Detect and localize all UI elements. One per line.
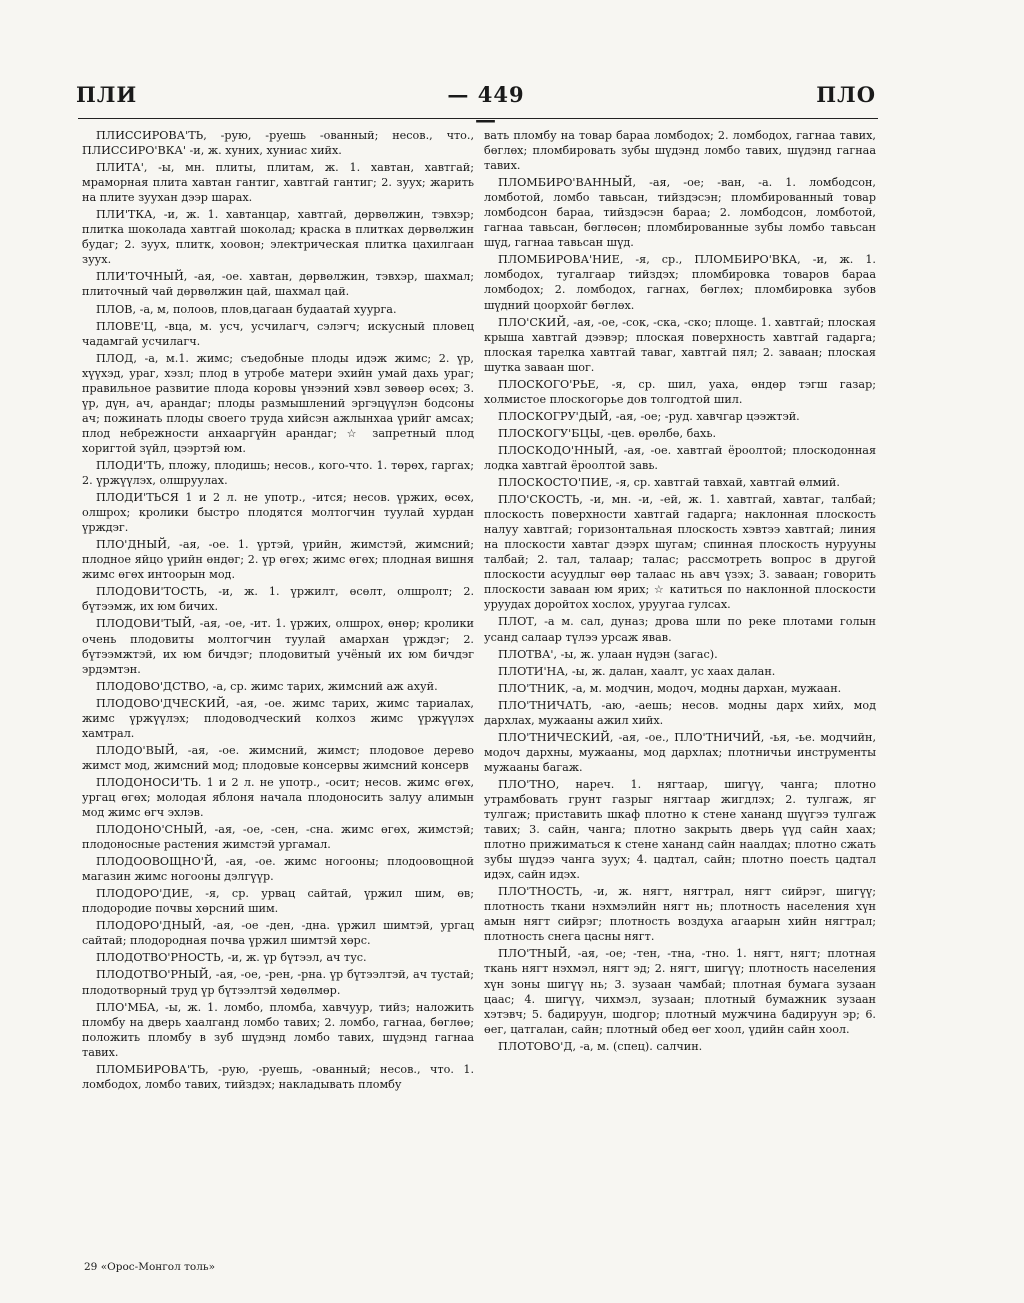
- dictionary-entry: ПЛО'ТНОСТЬ, -и, ж. нягт, нягтрал, нягт сийрэг, шигүү; плотность ткани нэхмэлийн нягт нь; плотность населения хүн амын нягт сийрэг; плотность воздуха агаарын хийн нягтрал; плотность снега цасны нягт.: [484, 885, 876, 944]
- left-column: [82, 128, 474, 1253]
- dictionary-entry: ПЛОДОТВО'РНОСТЬ, -и, ж. үр бүтээл, ач тус.: [96, 951, 367, 965]
- dictionary-entry: ПЛО'ТНИЧАТЬ, -аю, -аешь; несов. модны дарх хийх, мод дархлах, мужааны ажил хийх.: [484, 698, 876, 727]
- dictionary-entry: ПЛОДОРО'ДИЕ, -я, ср. урвац сайтай, үржил шим, өв; плодородие почвы хөрсний шим.: [82, 887, 474, 916]
- dictionary-entry: ПЛОДИ'ТЬ, пложу, плодишь; несов., кого-что. 1. төрөх, гаргах; 2. үржүүлэх, олшруулах.: [82, 458, 474, 488]
- dictionary-entry: ПЛОВЕ'Ц, -вца, м. усч, усчилагч, сэлэгч; искусный пловец чадамгай усчилагч.: [82, 319, 474, 348]
- dictionary-entry: ПЛОДОРО'ДНЫЙ, -ая, -ое -ден, -дна. үржил шимтэй, ургац сайтай; плодородная почва үржил шимтэй хөрс.: [82, 919, 474, 948]
- dictionary-entry: ПЛОТИ'НА, -ы, ж. далан, хаалт, ус хаах далан.: [498, 664, 776, 678]
- dictionary-entry: ПЛОСКОДО'ННЫЙ, -ая, -ое. хавтгай ёроолтой; плоскодонная лодка хавтгай ёроолтой завь.: [484, 443, 876, 472]
- dictionary-entry: ПЛО'ТНИК, -а, м. модчин, модоч, модны дархан, мужаан.: [498, 681, 842, 695]
- dictionary-entry: ПЛО'ТНО, нареч. 1. нягтаар, шигүү, чанга; плотно утрамбовать грунт газрыг нягтаар жигдлэх; 2. тулгаж, яг тулгаж; приставить шкаф плотно к стене хананд шүүгээ тулгаж тавих; 3. сайн, чанга; плотно закрыть дверь үүд сайн хаах; плотно прижиматься к стене хананд сайн наалдах; плотно сжать зубы шүдээ чанга зуух; 4. цадтал, сайн; плотно поесть цадтал идэх, сайн идэх.: [484, 777, 876, 882]
- dictionary-entry: ПЛОДОНОСИ'ТЬ. 1 и 2 л. не употр., -осит; несов. жимс өгөх, ургац өгөх; молодая яблоня начала плодоносить залуу алимын мод жимс өгч эхлэв.: [82, 775, 474, 820]
- right-column: [484, 128, 876, 1253]
- dictionary-entry: ПЛОДОВО'ДЧЕСКИЙ, -ая, -ое. жимс тарих, жимс тариалах, жимс үржүүлэх; плодоводческий колхоз жимс үржүүлэх хамтрал.: [82, 696, 474, 740]
- dictionary-entry: ПЛОДООВОЩНО'Й, -ая, -ое. жимс ногооны; плодоовощной магазин жимс ногооны дэлгүүр.: [82, 855, 474, 884]
- dictionary-entry: ПЛОДОВИ'ТЫЙ, -ая, -ое, -ит. 1. үржих, олшрох, өнөр; кролики очень плодовиты молтогчин туулай амархан үрждэг; 2. бүтээмжтэй, их юм бичдэг; плодовитый учёный их юм бичдэг эрдэмтэн.: [82, 617, 474, 676]
- dictionary-entry: ПЛИ'ТОЧНЫЙ, -ая, -ое. хавтан, дөрвөлжин, тэвхэр, шахмал; плиточный чай дөрвөлжин цай, шахмал цай.: [82, 270, 474, 299]
- header-rule: [78, 118, 878, 119]
- running-head-left: ПЛИ: [76, 82, 138, 107]
- dictionary-entry: ПЛОДОВИ'ТОСТЬ, -и, ж. 1. үржилт, өсөлт, олшролт; 2. бүтээмж, их юм бичих.: [82, 585, 474, 614]
- dictionary-entry: ПЛО'МБА, -ы, ж. 1. ломбо, пломба, хавчуур, тийз; наложить пломбу на дверь хаалганд ломбо тавих; 2. ломбо, гагнаа, бөглөө; положить пломбу в зуб шүдэнд ломбо тавих, шүдэнд гагнаа тавих.: [82, 1000, 474, 1059]
- dictionary-entry: ПЛОВ, -а, м, полоов, плов,цагаан будаатай хуурга.: [96, 302, 397, 316]
- dictionary-entry: ПЛОД, -а, м.1. жимс; съедобные плоды идэж жимс; 2. үр, хүүхэд, ураг, хэзл; плод в утробе матери эхийн умай дахь ураг; правильное развитие плода коровы үнээний хэвл зөвөөр өсөх; 3. үр, дүн, ач, арандаг; плоды размышлений эргэцүүлэн бодсоны ач; пожинать плоды своего труда хийсэн ажлынхаа үрийг амсах; плод небрежности анхааргүйн арандаг; ☆ запретный плод хоригтой зүйл, цээртэй юм.: [82, 351, 474, 455]
- dictionary-entry: ПЛИТА', -ы, мн. плиты, плитам, ж. 1. хавтан, хавтгай; мраморная плита хавтан гантиг, хавтгай гантиг; 2. зуух; жарить на плите зуухан дээр шарах.: [82, 161, 474, 205]
- dictionary-entry: вать пломбу на товар бараа ломбодох; 2. ломбодох, гагнаа тавих, бөглөх; пломбировать зубы шүдэнд ломбо тавих, шүдэнд гагнаа тавих.: [484, 129, 876, 173]
- dictionary-entry: ПЛОМБИРОВА'НИЕ, -я, ср., ПЛОМБИРО'ВКА, -и, ж. 1. ломбодох, тугалгаар тийздэх; пломбировка товаров бараа ломбодох; 2. ломбодох, гагнах, бөглөх; пломбировка зубов шүдний цоорхойг бөглөх.: [484, 253, 876, 312]
- dictionary-entry: ПЛО'СКИЙ, -ая, -ое, -сок, -ска, -ско; площе. 1. хавтгай; плоская крыша хавтгай дээвэр; плоская поверхность хавтгай гадарга; плоская тарелка хавтгай таваг, хавтгай пял; 2. заваан; плоская шутка заваан шог.: [484, 315, 876, 374]
- dictionary-entry: ПЛОДОТВО'РНЫЙ, -ая, -ое, -рен, -рна. үр бүтээлтэй, ач тустай; плодотворный труд үр бүтээлтэй хөдөлмөр.: [82, 968, 474, 997]
- dictionary-entry: ПЛОДОНО'СНЫЙ, -ая, -ое, -сен, -сна. жимс өгөх, жимстэй; плодоносные растения жимстэй ургамал.: [82, 823, 474, 852]
- dictionary-entry: ПЛОСКОГУ'БЦЫ, -цев. өрөлбө, бахь.: [498, 426, 717, 440]
- dictionary-entry: ПЛО'ДНЫЙ, -ая, -ое. 1. үртэй, үрийн, жимстэй, жимсний; плодное яйцо үрийн өндөг; 2. үр өгөх; жимс өгөх; плодная вишня жимс өгөх интоорын мод.: [82, 538, 474, 582]
- dictionary-entry: ПЛОТВА', -ы, ж. улаан нүдэн (загас).: [498, 647, 718, 661]
- dictionary-entry: ПЛОДОВО'ДСТВО, -а, ср. жимс тарих, жимсний аж ахуй.: [96, 679, 438, 693]
- dictionary-entry: ПЛОДО'ВЫЙ, -ая, -ое. жимсний, жимст; плодовое дерево жимст мод, жимсний мод; плодовые консервы жимсний консерв: [82, 743, 474, 772]
- page-header: [76, 82, 876, 132]
- dictionary-entry: ПЛИ'ТКА, -и, ж. 1. хавтанцар, хавтгай, дөрвөлжин, тэвхэр; плитка шоколада хавтгай шоколад; краска в плитках дөрвөлжин будаг; 2. зуух, плитк, хоовон; электрическая плитка цахилгаан зуух.: [82, 208, 474, 267]
- dictionary-entry: ПЛОСКОГРУ'ДЫЙ, -ая, -ое; -руд. хавчгар цээжтэй.: [498, 409, 800, 423]
- footer-signature: 29 «Орос-Монгол толь»: [84, 1261, 216, 1273]
- dictionary-entry: ПЛОДИ'ТЬСЯ 1 и 2 л. не употр., -ится; несов. үржих, өсөх, олшрох; кролики быстро плодятся молтогчин туулай хурдан үрждэг.: [82, 491, 474, 535]
- dictionary-entry: ПЛО'ТНЫЙ, -ая, -ое; -тен, -тна, -тно. 1. нягт, нягт; плотная ткань нягт нэхмэл, нягт эд; 2. нягт, шигүү; плотность населения хүн зоны шигүү нь; 3. зузаан чамбай; плотная бумага зузаан цаас; 4. шигүү, чихмэл, зузаан; плотный бумажник зузаан хэтэвч; 5. бадируун, шодгор; плотный мужчина бадируун эр; 6. өег, цатгалан, сайн; плотный обед өег хоол, үдийн сайн хоол.: [484, 947, 876, 1036]
- dictionary-entry: ПЛОТ, -а м. сал, дуназ; дрова шли по реке плотами голын усанд салаар түлээ урсаж явав.: [484, 615, 876, 644]
- dictionary-entry: ПЛО'СКОСТЬ, -и, мн. -и, -ей, ж. 1. хавтгай, хавтаг, талбай; плоскость поверхности хавтгай гадарга; наклонная плоскость налуу хавтгай; горизонтальная плоскость хэвтээ хавтгай; линия на плоскости хавтаг дээрх шугам; спинная плоскость нурууны талбай; 2. тал, талаар; талас; рассмотреть вопрос в другой плоскости асуудлыг өөр талаас нь авч үзэх; 3. заваан; говорить плоскости заваан юм ярих; ☆ катиться по наклонной плоскости уруудах доройтох хослох, уруугаа гулсах.: [484, 493, 876, 612]
- dictionary-entry: ПЛОСКОСТО'ПИЕ, -я, ср. хавтгай тавхай, хавтгай өлмий.: [498, 476, 840, 490]
- page-number: — 449 —: [447, 82, 525, 132]
- dictionary-entry: ПЛОТОВО'Д, -а, м. (спец). салчин.: [498, 1039, 703, 1053]
- dictionary-entry: ПЛО'ТНИЧЕСКИЙ, -ая, -ое., ПЛО'ТНИЧИЙ, -ья, -ье. модчийн, модоч дархны, мужааны, мод дархлах; плотничьи инструменты мужааны багаж.: [484, 730, 876, 774]
- running-head-right: ПЛО: [816, 82, 876, 107]
- dictionary-entry: ПЛОМБИРОВА'ТЬ, -рую, -руешь, -ованный; несов., что. 1. ломбодох, ломбо тавих, тийздэх; накладывать пломбу: [82, 1062, 474, 1091]
- dictionary-entry: ПЛИССИРОВА'ТЬ, -рую, -руешь -ованный; несов., что., ПЛИССИРО'ВКА' -и, ж. хуних, хуниас хийх.: [82, 129, 474, 158]
- dictionary-entry: ПЛОМБИРО'ВАННЫЙ, -ая, -ое; -ван, -а. 1. ломбодсон, ломботой, ломбо тавьсан, тийздэсэн; пломбированный товар ломбодсон бараа, тийздэсэн бараа; 2. ломбодсон, ломботой, гагнаа тавьсан, бөглөсөн; пломбированные зубы ломбо тавьсан шүд, гагнаа тавьсан шүд.: [484, 176, 876, 250]
- dictionary-entry: ПЛОСКОГО'РЬЕ, -я, ср. шил, уаха, өндөр тэгш газар; холмистое плоскогорье дов толгодтой шил.: [484, 377, 876, 406]
